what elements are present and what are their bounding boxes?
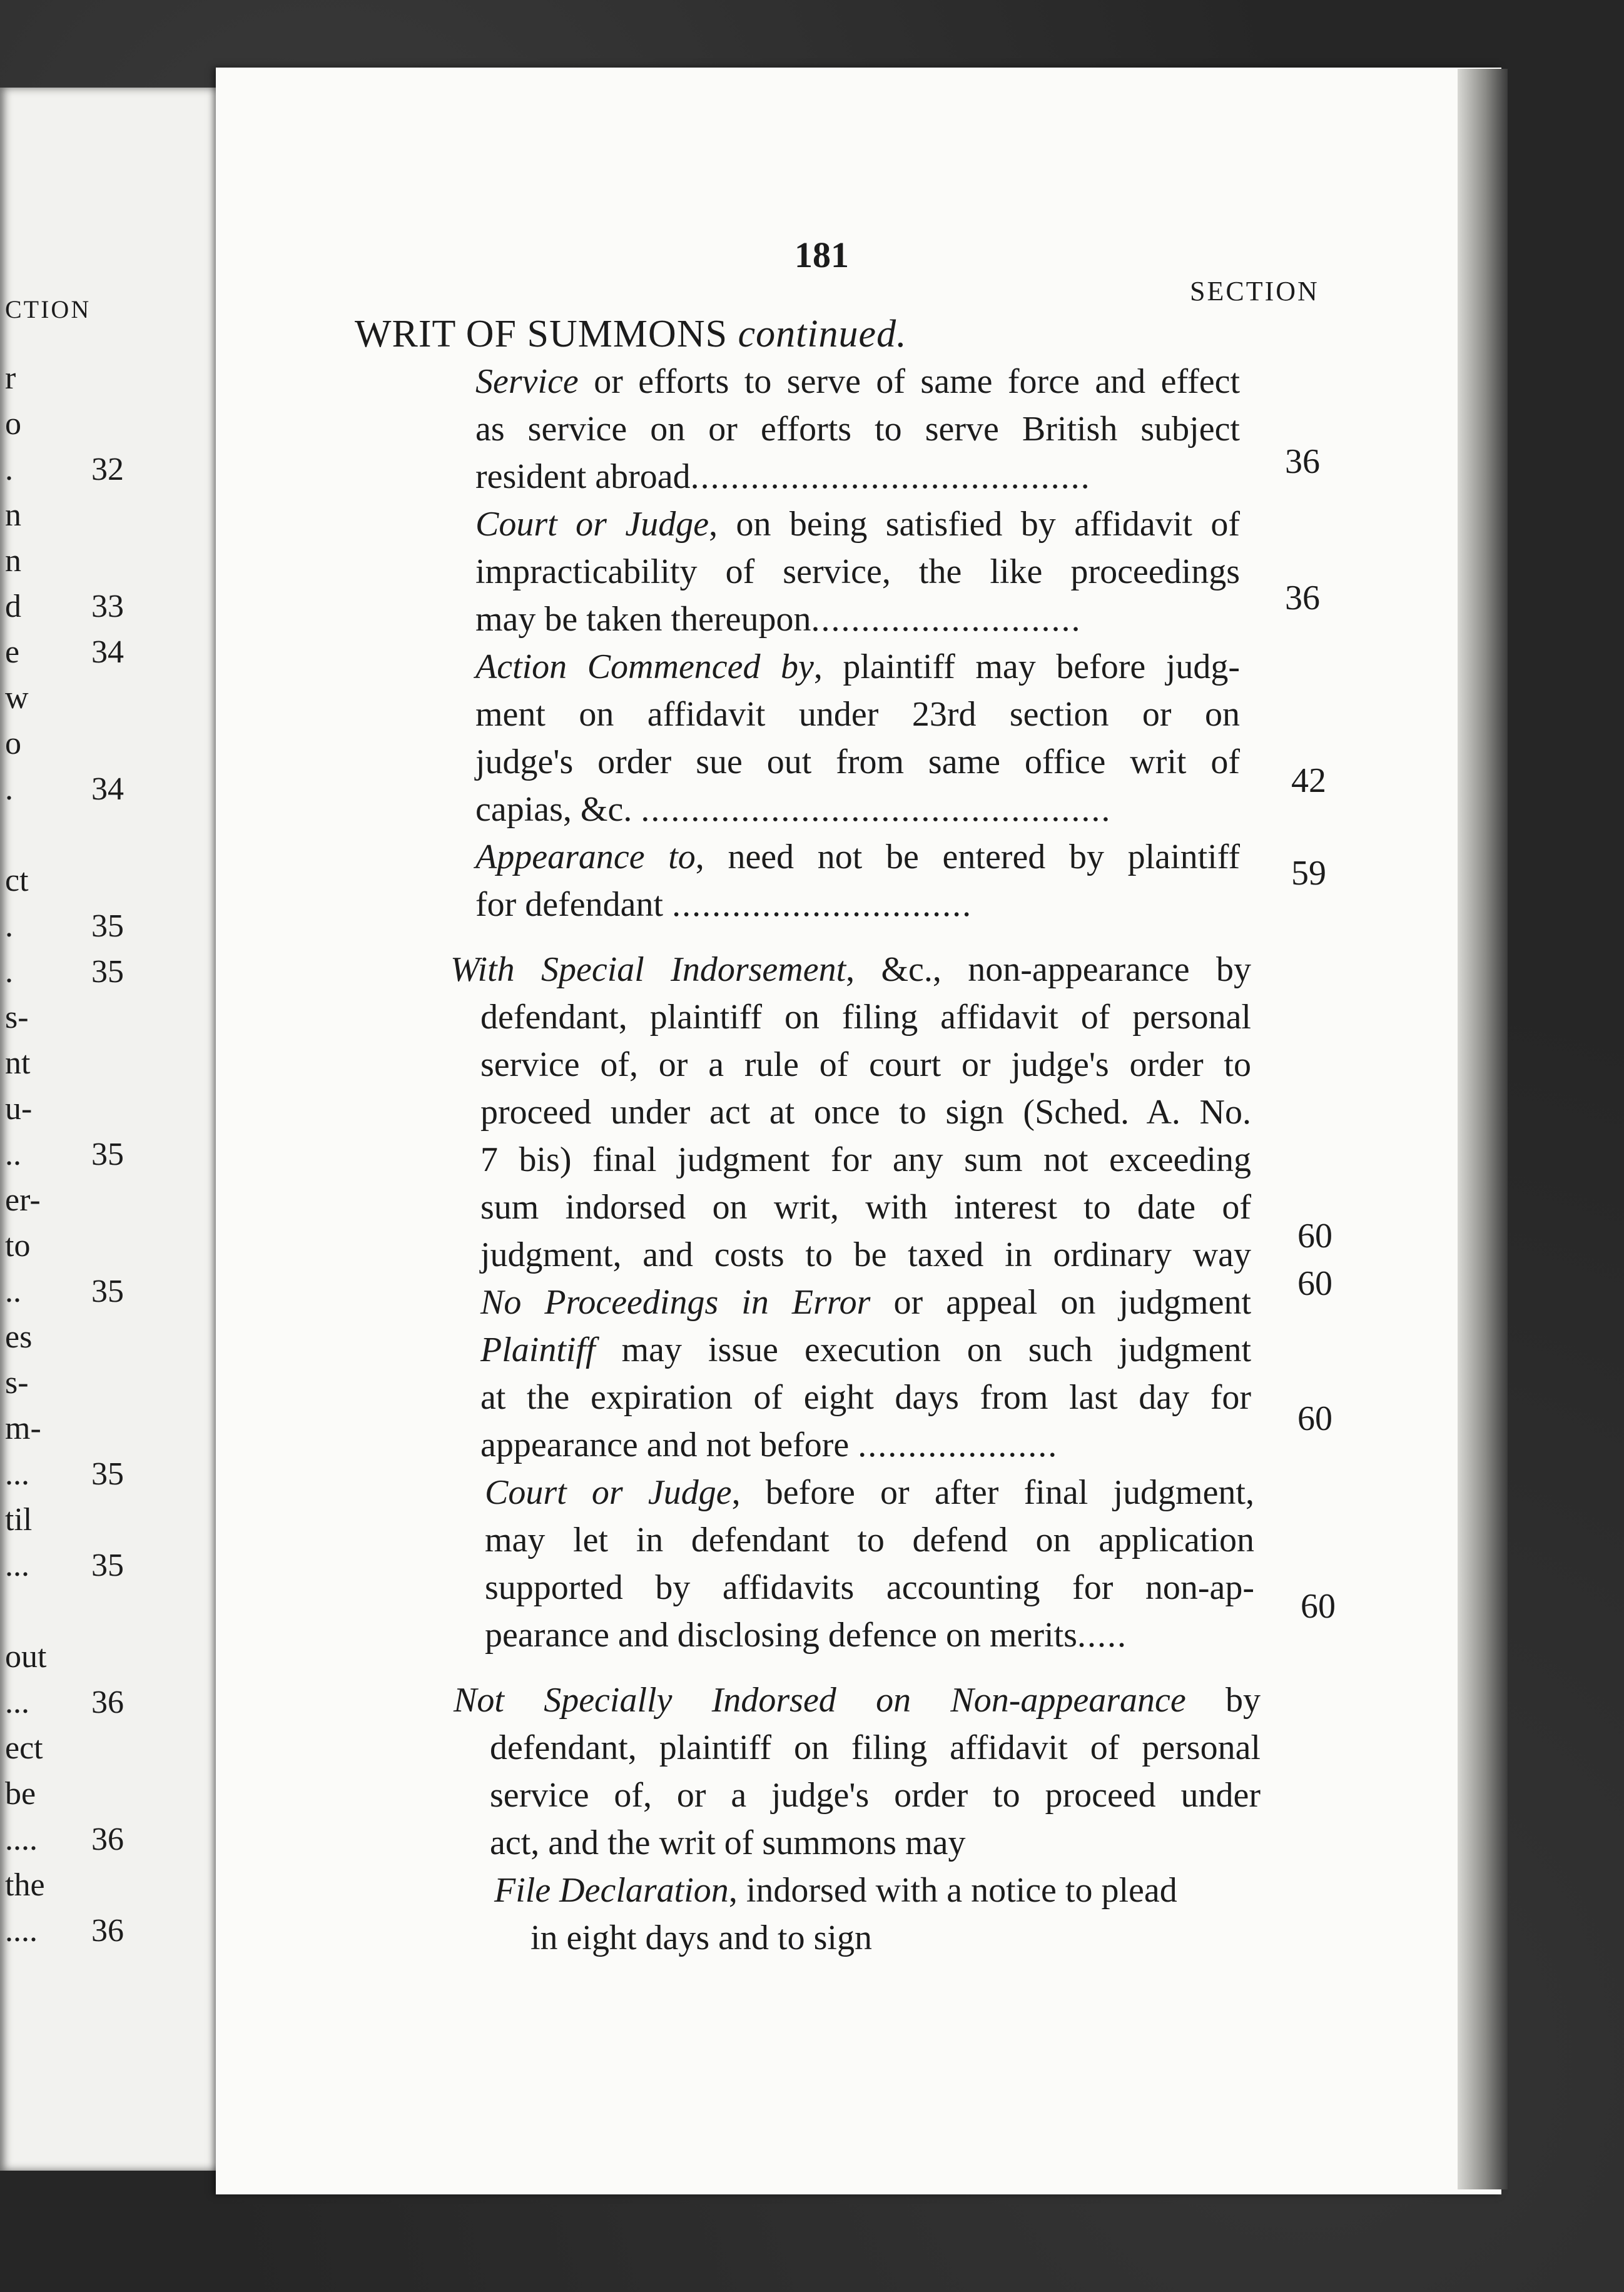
left-page-line (0, 813, 250, 857)
entry-special-indorsement-line-5: 7 bis) final judgment for any sum not exceeding (480, 1140, 1251, 1179)
left-page-fragment: ct (5, 863, 29, 898)
left-page-fragment: ... (5, 1456, 29, 1492)
left-page-line (0, 905, 250, 948)
left-page-line (0, 1727, 250, 1770)
section-reference: 60 (1301, 1587, 1336, 1626)
left-page-line (0, 1498, 250, 1542)
left-page-line (0, 1270, 250, 1314)
left-page-fragment: es (5, 1319, 33, 1355)
entry-court-judge-2-line-4: pearance and disclosing defence on merits..... (485, 1616, 1127, 1655)
entry-not-specially-indorsed-line-3: service of, or a judge's order to proceed under (490, 1776, 1261, 1815)
entry-special-indorsement-line-1: With Special Indorsement, &c., non-appearance by (450, 950, 1252, 989)
left-page-line (0, 1087, 250, 1131)
left-page-line (0, 1909, 250, 1953)
left-page-fragment: m- (5, 1411, 41, 1446)
left-page-fragment: . (5, 954, 13, 990)
entry-not-specially-indorsed-line-1: Not Specially Indorsed on Non-appearance by (454, 1681, 1261, 1720)
entry-keyword: Service (475, 362, 579, 401)
left-page-line (0, 539, 250, 583)
section-reference: 60 (1297, 1399, 1332, 1438)
left-page-line (0, 1042, 250, 1085)
entry-court-judge-line-1: Court or Judge, on being satisfied by affidavit of (475, 505, 1240, 544)
entry-not-specially-indorsed-line-2: defendant, plaintiff on filing affidavit of personal (490, 1728, 1261, 1767)
left-page-fragment: .... (5, 1822, 38, 1857)
left-page-section-number: 35 (91, 1548, 124, 1583)
left-page-line (0, 1224, 250, 1268)
left-page-fragment: w (5, 680, 29, 716)
left-page-line (0, 676, 250, 720)
entry-file-declaration-line-1: File Declaration, indorsed with a notice to plead (494, 1871, 1177, 1910)
entry-action-commenced-line-1: Action Commenced by, plaintiff may before judg- (475, 647, 1240, 686)
left-page-section-number: 36 (91, 1685, 124, 1720)
left-page-fragment: ... (5, 1685, 29, 1720)
entry-special-indorsement-line-2: defendant, plaintiff on filing affidavit of personal (480, 998, 1251, 1037)
section-reference: 36 (1285, 442, 1320, 481)
entry-service-line-1: Service or efforts to serve of same force and effect (475, 362, 1240, 401)
entry-court-judge-line-3: may be taken thereupon........................... (475, 600, 1082, 639)
left-page-fragment: .. (5, 1274, 21, 1309)
left-page-section-number: 32 (91, 452, 124, 487)
heading-continued: continued. (738, 313, 907, 355)
entry-court-judge-2-line-3: supported by affidavits accounting for non-ap- (485, 1568, 1254, 1607)
left-page-fragment: be (5, 1776, 36, 1812)
entry-special-indorsement-line-4: proceed under act at once to sign (Sched. A. No. (480, 1093, 1251, 1132)
left-page-fragment: . (5, 908, 13, 944)
entry-keyword: With Special Indorsement (450, 950, 846, 989)
left-page-fragment: . (5, 452, 13, 487)
index-heading (355, 310, 907, 358)
entry-keyword: Appearance to (475, 838, 696, 876)
section-column-label: SECTION (1190, 276, 1319, 307)
entry-special-indorsement-line-3: service of, or a rule of court or judge's order to (480, 1045, 1251, 1084)
left-page-fragment: d (5, 589, 21, 624)
left-page-fragment: s- (5, 1365, 29, 1401)
left-page-fragment: ect (5, 1730, 43, 1766)
left-page-fragment: .. (5, 1137, 21, 1172)
left-page-line (0, 585, 250, 629)
left-page-fragment: r (5, 360, 16, 396)
entry-not-specially-indorsed-line-4: act, and the writ of summons may (490, 1823, 966, 1862)
page-edge (1458, 69, 1508, 2189)
left-page-fragment: . (5, 771, 13, 807)
left-page-line (0, 1681, 250, 1725)
section-reference: 36 (1285, 579, 1320, 617)
entry-keyword: File Declaration (494, 1871, 729, 1910)
left-page-fragment: to (5, 1228, 31, 1264)
entry-action-commenced-line-3: judge's order sue out from same office writ of (475, 743, 1240, 781)
left-page-line (0, 448, 250, 492)
left-page-fragment: o (5, 726, 21, 761)
left-page-heading-text: CTION (5, 295, 91, 323)
left-page-line (0, 1316, 250, 1359)
entry-keyword: Plaintiff (480, 1331, 596, 1369)
left-page-line (0, 357, 250, 400)
left-page-line (0, 1179, 250, 1222)
left-page-fragment: .... (5, 1913, 38, 1949)
entry-action-commenced-line-4: capias, &c. ............................................... (475, 790, 1112, 829)
left-page-line (0, 1544, 250, 1588)
left-page-line (0, 1818, 250, 1862)
left-page-fragment: til (5, 1502, 33, 1538)
page-number: 181 (794, 235, 849, 275)
left-page-line (0, 859, 250, 903)
section-reference: 59 (1291, 854, 1326, 893)
left-page-section-number: 35 (91, 1456, 124, 1492)
entry-plaintiff-line-1: Plaintiff may issue execution on such judgment (480, 1331, 1251, 1369)
entry-no-proceedings-line-1: No Proceedings in Error or appeal on judgment (480, 1283, 1251, 1322)
section-reference: 60 (1297, 1264, 1332, 1303)
left-page-line (0, 631, 250, 674)
left-page-line (0, 1864, 250, 1907)
left-page-fragment: e (5, 634, 20, 670)
left-page-section-number: 36 (91, 1913, 124, 1949)
entry-court-judge-line-2: impracticability of service, the like proceedings (475, 552, 1240, 591)
left-page-line (0, 1407, 250, 1451)
left-page-fragment: the (5, 1867, 45, 1903)
left-page-line (0, 402, 250, 446)
entry-appearance-line-1: Appearance to, need not be entered by plaintiff (475, 838, 1240, 876)
entry-special-indorsement-line-6: sum indorsed on writ, with interest to date of (480, 1188, 1251, 1227)
left-page-heading (0, 288, 250, 332)
left-page-section-number: 34 (91, 634, 124, 670)
left-page-line (0, 1635, 250, 1679)
entry-service-line-2: as service on or efforts to serve British subject (475, 410, 1240, 449)
section-reference: 60 (1297, 1217, 1332, 1255)
entry-keyword: Not Specially Indorsed on Non-appearance (454, 1681, 1186, 1720)
entry-file-declaration-line-2: in eight days and to sign (530, 1919, 872, 1957)
heading-text: WRIT OF SUMMONS (355, 313, 728, 355)
left-page-section-number: 35 (91, 954, 124, 990)
left-page-fragment: out (5, 1639, 47, 1675)
left-page-line (0, 1453, 250, 1496)
entry-plaintiff-line-3: appearance and not before .................... (480, 1426, 1058, 1464)
section-reference: 42 (1291, 761, 1326, 800)
entry-plaintiff-line-2: at the expiration of eight days from last day for (480, 1378, 1251, 1417)
entry-court-judge-2-line-1: Court or Judge, before or after final judgment, (485, 1473, 1254, 1512)
previous-page-fragment (0, 88, 250, 2171)
left-page-section-number: 35 (91, 1274, 124, 1309)
left-page-line (0, 768, 250, 811)
left-page-section-number: 35 (91, 1137, 124, 1172)
left-page-fragment: o (5, 406, 21, 442)
left-page-fragment: er- (5, 1182, 41, 1218)
left-page-line (0, 1772, 250, 1816)
left-page-fragment: n (5, 543, 21, 579)
left-page-fragment: u- (5, 1091, 33, 1127)
left-page-line (0, 1361, 250, 1405)
left-page-fragment: ... (5, 1548, 29, 1583)
left-page-fragment: nt (5, 1045, 31, 1081)
left-page-section-number: 33 (91, 589, 124, 624)
left-page-line (0, 996, 250, 1040)
entry-keyword: Court or Judge (485, 1473, 732, 1512)
left-page-line (0, 1133, 250, 1177)
entry-appearance-line-2: for defendant .............................. (475, 885, 973, 924)
left-page-line (0, 722, 250, 766)
entry-keyword: No Proceedings in Error (480, 1283, 871, 1322)
left-page-section-number: 34 (91, 771, 124, 807)
left-page-line (0, 950, 250, 994)
entry-service-line-3: resident abroad........................................ (475, 457, 1091, 496)
entry-court-judge-2-line-2: may let in defendant to defend on application (485, 1521, 1254, 1559)
left-page-line (0, 1590, 250, 1633)
left-page-fragment: s- (5, 1000, 29, 1035)
left-page-section-number: 36 (91, 1822, 124, 1857)
entry-keyword: Action Commenced by (475, 647, 814, 686)
left-page-line (0, 494, 250, 537)
entry-special-indorsement-line-7: judgment, and costs to be taxed in ordinary way (480, 1235, 1251, 1274)
entry-keyword: Court or Judge (475, 505, 709, 544)
entry-action-commenced-line-2: ment on affidavit under 23rd section or on (475, 695, 1240, 734)
left-page-fragment: n (5, 497, 21, 533)
left-page-section-number: 35 (91, 908, 124, 944)
